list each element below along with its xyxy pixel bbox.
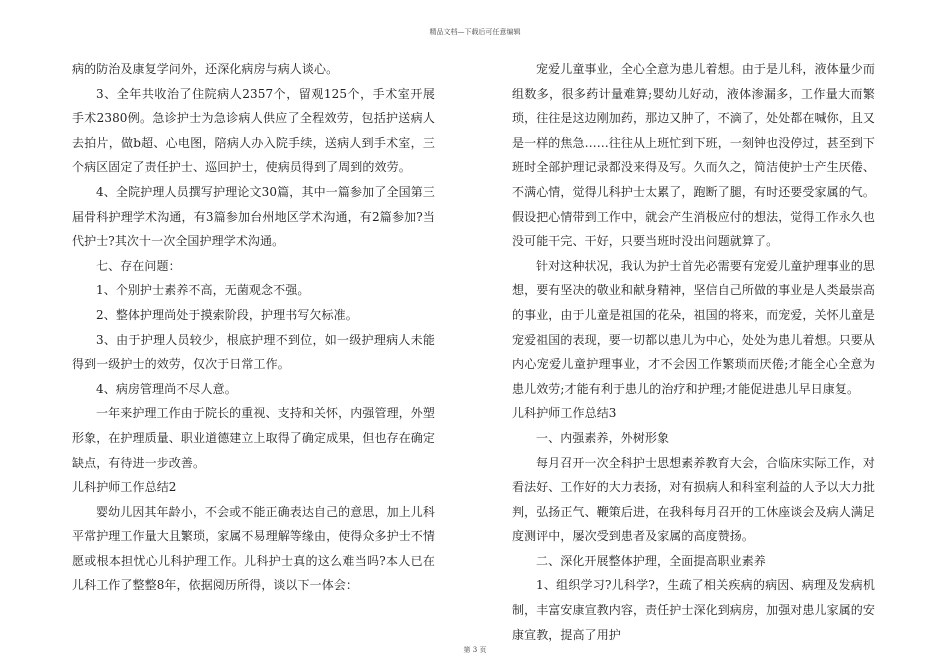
paragraph: 4、全院护理人员撰写护理论文30篇，其中一篇参加了全国第三届骨科护理学术沟通，有3篇参加台州地区学术沟通，有2篇参加?当代护士?其次十一次全国护理学术沟通。 (72, 184, 435, 249)
paragraph: 3、全年共收治了住院病人2357个，留观125个，手术室开展手术2380例。急诊护士为急诊病人供应了全程效劳，包括护送病人去拍片，做b超、心电图，陪病人办入院手续，送病人到手术室，三个病区固定了责任护士、巡回护士，使病员得到了周到的效劳。 (72, 86, 435, 175)
paragraph: 婴幼儿因其年龄小，不会或不能正确表达自己的意思，加上儿科平常护理工作量大且繁琐，家属不易理解等缘由，使得众多护士不情愿或根本担忧心儿科护理工作。儿科护士真的这么难当吗?本人已在儿科工作了整整8年，依据阅历所得，谈以下一体会： (72, 504, 436, 593)
paragraph: 一、内强素养，外树形象 (536, 430, 670, 445)
page-number: 第 3 页 (463, 646, 487, 654)
paragraph: 七、存在问题： (96, 258, 181, 273)
paragraph: 1、个别护士素养不高，无菌观念不强。 (96, 283, 310, 298)
paragraph: 每月召开一次全科护士思想素养教育大会，合临床实际工作，对看法好、工作好的大力表扬，对有损病人和科室利益的人予以大力批判，弘扬正气、鞭策后进，在我科每月召开的工休座谈会及病人满足度测评中，屡次受到患者及家属的高度赞扬。 (512, 455, 876, 544)
paragraph: 二、深化开展整体护理，全面提高职业素养 (536, 553, 766, 568)
section-heading: 儿科护师工作总结3 (512, 406, 617, 421)
paragraph: 针对这种状况，我认为护士首先必需要有宠爱儿童护理事业的思想，要有坚决的敬业和献身精神，坚信自己所做的事业是人类最崇高的事业，由于儿童是祖国的花朵，祖国的将来，而宠爱，关怀儿童是宠爱祖国的表现，要一切都以患儿为中心，处处为患儿着想。只要从内心宠爱儿童护理事业，才不会因工作繁琐而厌倦;才能全心全意为患儿效劳;才能有利于患儿的治疗和护理;才能促进患儿早日康复。 (512, 258, 876, 396)
page-header: 精品文档—下载后可任意编辑 (429, 28, 521, 36)
paragraph: 1、组织学习?儿科学?，生疏了相关疾病的病因、病理及发病机制，丰富安康宣教内容，责任护士深化到病房，加强对患儿家属的安康宣教，提高了用护 (512, 578, 876, 642)
paragraph: 病的防治及康复学问外，还深化病房与病人谈心。 (72, 62, 339, 76)
right-column (512, 57, 875, 647)
paragraph: 一年来护理工作由于院长的重视、支持和关怀，内强管理，外塑形象，在护理质量、职业道德建立上取得了确定成果，但也存在确定缺点，有待进一步改善。 (72, 406, 436, 470)
paragraph: 4、病房管理尚不尽人意。 (96, 381, 237, 396)
paragraph: 3、由于护理人员较少，根底护理不到位，如一级护理病人未能得到一级护士的效劳，仅次于日常工作。 (72, 332, 435, 372)
paragraph: 2、整体护理尚处于摸索阶段，护理书写欠标准。 (96, 307, 358, 322)
section-heading: 儿科护师工作总结2 (72, 480, 177, 495)
paragraph: 宠爱儿童事业，全心全意为患儿着想。由于是儿科，液体量少而组数多，很多药计量难算;婴幼儿好动，液体渗漏多，工作量大而繁琐，往往是这边刚加药，那边又肿了，不滴了，处处都在喊你，且又是一样的焦急……往往从上班忙到下班，一刻钟也没停过，甚至到下班时全部护理记录都没来得及写。久而久之，简洁使护士产生厌倦、不满心情，觉得儿科护士太累了，跑断了腿，有时还要受家属的气。假设把心情带到工作中，就会产生消极应付的想法，觉得工作永久也没可能干完、干好，只要当班时没出问题就算了。 (512, 62, 876, 249)
left-column (72, 57, 435, 598)
